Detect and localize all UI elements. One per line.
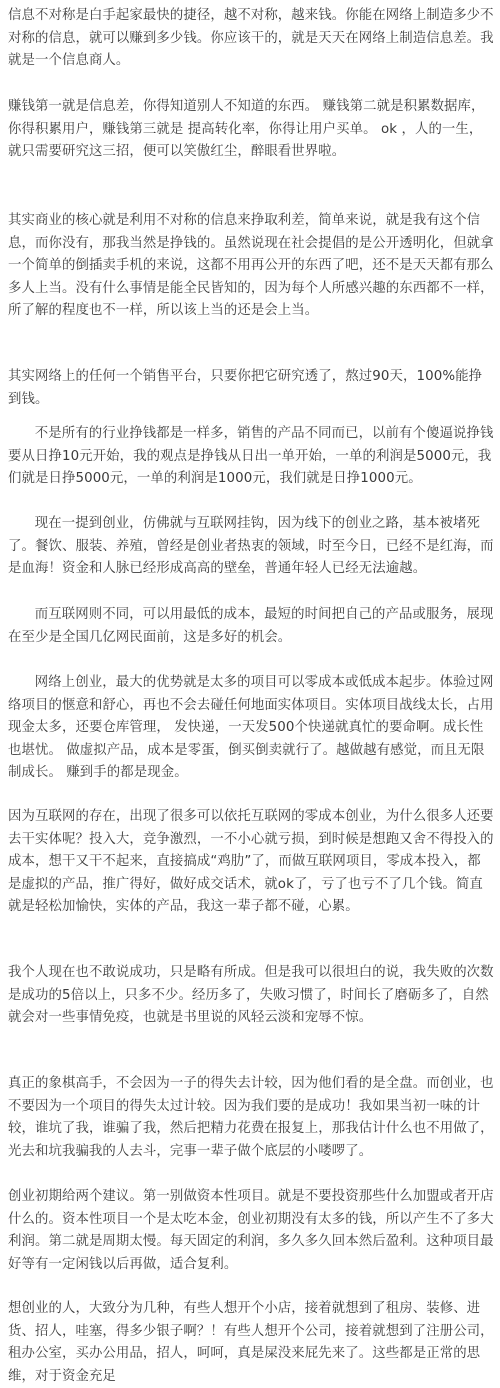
article-paragraph-8: 网络上创业，最大的优势就是太多的项目可以零成本或低成本起步。体验过网络项目的惬意和舒心，再也不会去碰任何地面实体项目。实体项目战线太长，占用现金太多，还要仓库管理， 发快递，一天发500个快递就真忙的要命啊。成长性也堪忧。 做虚拟产品，成本是零蛋，倒买倒卖就行了。越做越有感觉，而且无限制成长。 赚到手的都是现金。 <box>8 675 494 781</box>
article-paragraph-5: 不是所有的行业挣钱都是一样多，销售的产品不同而已，以前有个傻逼说挣钱要从日挣10元开始，我的观点是挣钱从日出一单开始，一单的利润是5000元，我们就是日挣5000元，一单的利润是1000元，我们就是日挣1000元。 <box>8 426 494 487</box>
article-paragraph-7: 而互联网则不同，可以用最低的成本，最短的时间把自己的产品或服务，展现在至少是全国几亿网民面前，这是多好的机会。 <box>8 607 494 645</box>
article-paragraph-2: 赚钱第一就是信息差，你得知道别人不知道的东西。 赚钱第二就是积累数据库，你得积累用户，赚钱第三就是 提高转化率，你得让用户买单。 ok ，人的一生，就只需要研究这三招，便可以笑傲红尘，醉眼看世界啦。 <box>8 99 485 160</box>
article-paragraph-4: 其实网络上的任何一个销售平台，只要你把它研究透了，熬过90天，100%能挣到钱。 <box>8 369 483 407</box>
article-paragraph-10: 我个人现在也不敢说成功，只是略有所成。但是我可以很坦白的说，我失败的次数是成功的5倍以上，只多不少。经历多了，失败习惯了，时间长了磨砺多了，自然就会对一些事情免疫，也就是书里说的风轻云淡和宠辱不惊。 <box>8 965 494 1026</box>
article-paragraph-6: 现在一提到创业，仿佛就与互联网挂钩，因为线下的创业之路，基本被堵死了。餐饮、服装、养殖，曾经是创业者热衷的领域，时至今日，已经不是红海，而是血海！资金和人脉已经形成高高的壁垒，普通年轻人已经无法逾越。 <box>8 516 494 577</box>
article-paragraph-12: 创业初期给两个建议。第一别做资本性项目。就是不要投资那些什么加盟或者开店什么的。资本性项目一个是太吃本金，创业初期没有太多的钱，所以产生不了多大利润。第二就是周期太慢。每天固定的利润，多久多久回本然后盈利。这种项目最好等有一定闲钱以后再做，适合复利。 <box>8 1189 494 1272</box>
article-paragraph-11: 真正的象棋高手，不会因为一子的得失去计较，因为他们看的是全盘。而创业，也不要因为一个项目的得失太过计较。因为我们要的是成功！我如果当初一味的计较，谁坑了我，谁骗了我，然后把精力花费在报复上，那我估计什么也不用做了，光去和坑我骗我的人去斗，完事一辈子做个底层的小喽啰了。 <box>8 1076 494 1159</box>
article-paragraph-1: 信息不对称是白手起家最快的捷径，越不对称，越来钱。你能在网络上制造多少不对称的信息，就可以赚到多少钱。你应该干的，就是天天在网络上制造信息差。我就是一个信息商人。 <box>8 8 494 69</box>
article-paragraph-3: 其实商业的核心就是利用不对称的信息来挣取利差，简单来说，就是我有这个信息，而你没有，那我当然是挣钱的。虽然说现在社会提倡的是公开透明化，但就拿一个简单的倒插卖手机的来说，这都不用再公开的东西了吧，还不是天天都有那么多人上当。没有什么事情是能全民皆知的，因为每个人所感兴趣的东西都不一样，所了解的程度也不一样，所以该上当的还是会上当。 <box>8 213 494 319</box>
article-paragraph-13: 想创业的人，大致分为几种，有些人想开个小店，接着就想到了租房、装修、进货、招人，哇塞，得多少银子啊？！有些人想开个公司，接着就想到了注册公司，租办公室，买办公用品，招人，呵呵，真是屎没来屁先来了。这些都是正常的思维，对于资金充足 <box>8 1301 494 1384</box>
article-paragraph-9: 因为互联网的存在，出现了很多可以依托互联网的零成本创业，为什么很多人还要去干实体呢？投入大，竞争激烈，一不小心就亏损，到时候是想跑又舍不得投入的成本，想干又干不起来，直接搞成“鸡肋”了，而做互联网项目，零成本投入，都是虚拟的产品，推广得好，做好成交话术，就ok了，亏了也亏不了几个钱。简直就是轻松加愉快，实体的产品，我这一辈子都不碰，心累。 <box>8 809 494 915</box>
